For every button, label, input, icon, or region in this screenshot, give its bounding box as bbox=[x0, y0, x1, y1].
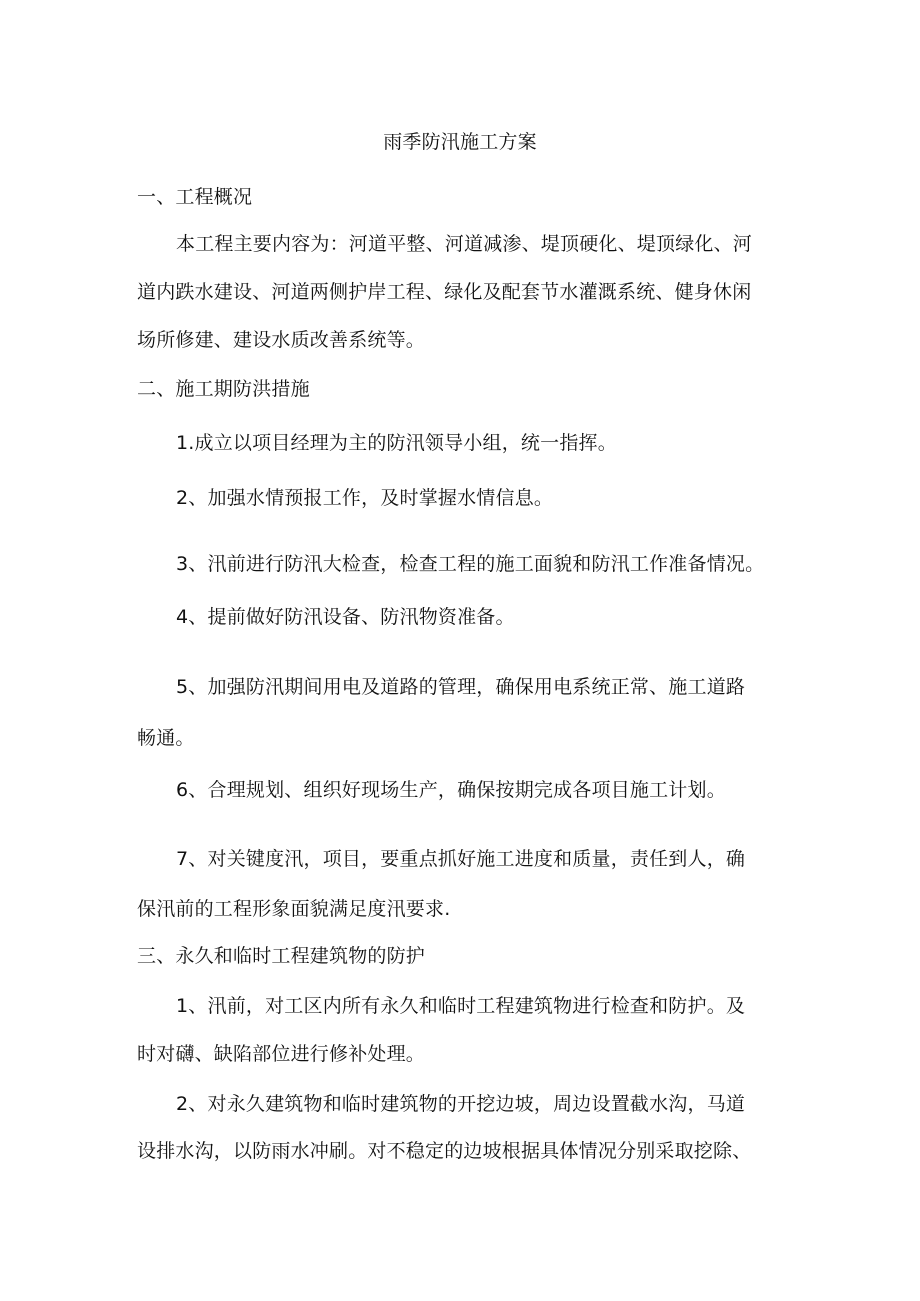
list-item: 2、对永久建筑物和临时建筑物的开挖边坡，周边设置截水沟，马道 bbox=[176, 1093, 746, 1115]
list-item: 2、加强水情预报工作，及时掌握水情信息。 bbox=[176, 487, 554, 509]
paragraph-line: 道内跌水建设、河道两侧护岸工程、绿化及配套节水灌溉系统、健身休闲 bbox=[137, 281, 752, 303]
list-item: 1、汛前，对工区内所有永久和临时工程建筑物进行检查和防护。及 bbox=[176, 995, 746, 1017]
section-heading-overview: 一、工程概况 bbox=[137, 186, 253, 208]
page-title: 雨季防汛施工方案 bbox=[383, 131, 537, 153]
list-item-continuation: 设排水沟，以防雨水冲刷。对不稳定的边坡根据具体情况分别采取挖除、 bbox=[137, 1140, 752, 1162]
paragraph-line: 场所修建、建设水质改善系统等。 bbox=[137, 329, 426, 351]
list-item: 6、合理规划、组织好现场生产，确保按期完成各项目施工计划。 bbox=[176, 779, 726, 801]
list-item: 4、提前做好防汛设备、防汛物资准备。 bbox=[176, 606, 515, 628]
list-item: 7、对关键度汛，项目，要重点抓好施工进度和质量，责任到人，确 bbox=[176, 848, 746, 870]
list-item: 5、加强防汛期间用电及道路的管理，确保用电系统正常、施工道路 bbox=[176, 676, 746, 698]
paragraph-line: 本工程主要内容为：河道平整、河道减渗、堤顶硬化、堤顶绿化、河 bbox=[176, 233, 753, 255]
list-item-continuation: 时对礴、缺陷部位进行修补处理。 bbox=[137, 1043, 426, 1065]
section-heading-structure-protection: 三、永久和临时工程建筑物的防护 bbox=[137, 945, 426, 967]
list-item-continuation: 畅通。 bbox=[137, 727, 195, 749]
list-item-continuation: 保汛前的工程形象面貌满足度汛要求. bbox=[137, 898, 451, 920]
list-item: 1.成立以项目经理为主的防汛领导小组，统一指挥。 bbox=[176, 432, 617, 454]
list-item: 3、汛前进行防汛大检查，检查工程的施工面貌和防汛工作准备情况。 bbox=[176, 553, 765, 575]
section-heading-flood-measures: 二、施工期防洪措施 bbox=[137, 378, 310, 400]
